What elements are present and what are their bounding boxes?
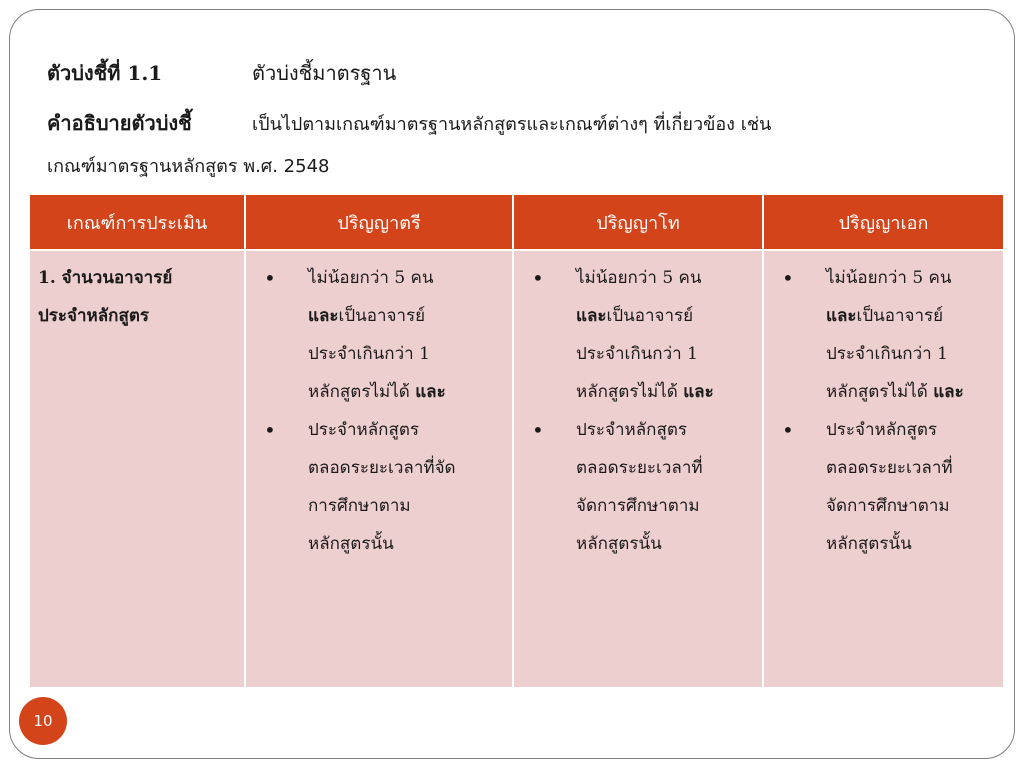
bullet-line: หลักสูตรนั้น — [308, 534, 394, 554]
master-cell — [513, 250, 763, 688]
bullet-text: หลักสูตรไม่ได้ — [576, 382, 684, 402]
criterion-line1: 1. จำนวนอาจารย์ — [38, 268, 173, 288]
bullet-line — [576, 373, 754, 411]
bullet-line: การศึกษาตาม — [308, 496, 411, 516]
doctoral-cell — [763, 250, 1004, 688]
bullet-emphasis: และ — [576, 306, 607, 326]
bullet-emphasis: และ — [683, 382, 714, 402]
indicator-heading — [47, 59, 396, 87]
bullet-line — [308, 297, 504, 335]
bullet-line — [576, 297, 754, 335]
bullet-line: ประจำเกินกว่า 1 — [826, 344, 948, 364]
bullet-line: • ประจำหลักสูตร — [826, 420, 938, 440]
bullet-line: • ประจำหลักสูตร — [576, 420, 688, 440]
bachelor-bullet-1 — [254, 259, 504, 411]
bullet-line: ตลอดระยะเวลาที่ — [826, 458, 953, 478]
master-bullets — [522, 259, 754, 563]
bullet-text: เป็นอาจารย์ — [606, 306, 694, 326]
description-label: คำอธิบายตัวบ่งชี้ — [47, 111, 192, 135]
bullet-line: • ไม่น้อยกว่า 5 คน — [576, 268, 702, 288]
bullet-emphasis: และ — [933, 382, 964, 402]
description-text-line1: เป็นไปตามเกณฑ์มาตรฐานหลักสูตรและเกณฑ์ต่างๆ ที่เกี่ยวข้อง เช่น — [252, 114, 772, 135]
bullet-line: • ไม่น้อยกว่า 5 คน — [308, 268, 434, 288]
bullet-line: หลักสูตรนั้น — [826, 534, 912, 554]
bullet-line — [826, 373, 995, 411]
bullet-line: จัดการศึกษาตาม — [826, 496, 950, 516]
header-doctoral: ปริญญาเอก — [763, 194, 1004, 250]
bullet-line — [308, 373, 504, 411]
bachelor-cell — [245, 250, 513, 688]
bachelor-bullet-2 — [254, 411, 504, 563]
bullet-line: หลักสูตรนั้น — [576, 534, 662, 554]
master-bullet-2 — [522, 411, 754, 563]
bullet-text: หลักสูตรไม่ได้ — [826, 382, 934, 402]
criterion-cell — [29, 250, 245, 688]
bachelor-bullets — [254, 259, 504, 563]
indicator-title: ตัวบ่งชี้มาตรฐาน — [252, 61, 397, 85]
header-master: ปริญญาโท — [513, 194, 763, 250]
doctoral-bullet-1 — [772, 259, 995, 411]
bullet-line: จัดการศึกษาตาม — [576, 496, 700, 516]
bullet-line — [826, 297, 995, 335]
bullet-line: ประจำเกินกว่า 1 — [308, 344, 430, 364]
table-header-row — [29, 194, 1004, 250]
bullet-text: หลักสูตรไม่ได้ — [308, 382, 416, 402]
bullet-line: ตลอดระยะเวลาที่จัด — [308, 458, 456, 478]
header-bachelor: ปริญญาตรี — [245, 194, 513, 250]
criteria-table — [28, 193, 1005, 689]
page-number-badge: 10 — [19, 697, 67, 745]
description-heading — [47, 109, 771, 139]
bullet-line: • ไม่น้อยกว่า 5 คน — [826, 268, 952, 288]
doctoral-bullet-2 — [772, 411, 995, 563]
description-text-line2: เกณฑ์มาตรฐานหลักสูตร พ.ศ. 2548 — [47, 156, 330, 177]
bullet-line: ประจำเกินกว่า 1 — [576, 344, 698, 364]
doctoral-bullets — [772, 259, 995, 563]
bullet-text: เป็นอาจารย์ — [338, 306, 426, 326]
bullet-line: ตลอดระยะเวลาที่ — [576, 458, 703, 478]
criterion-line2: ประจำหลักสูตร — [38, 306, 150, 326]
bullet-emphasis: และ — [826, 306, 857, 326]
indicator-label: ตัวบ่งชี้ที่ 1.1 — [47, 61, 163, 85]
bullet-emphasis: และ — [415, 382, 446, 402]
master-bullet-1 — [522, 259, 754, 411]
bullet-emphasis: และ — [308, 306, 339, 326]
bullet-line: • ประจำหลักสูตร — [308, 420, 420, 440]
bullet-text: เป็นอาจารย์ — [856, 306, 944, 326]
table-row — [29, 250, 1004, 688]
header-criteria: เกณฑ์การประเมิน — [29, 194, 245, 250]
